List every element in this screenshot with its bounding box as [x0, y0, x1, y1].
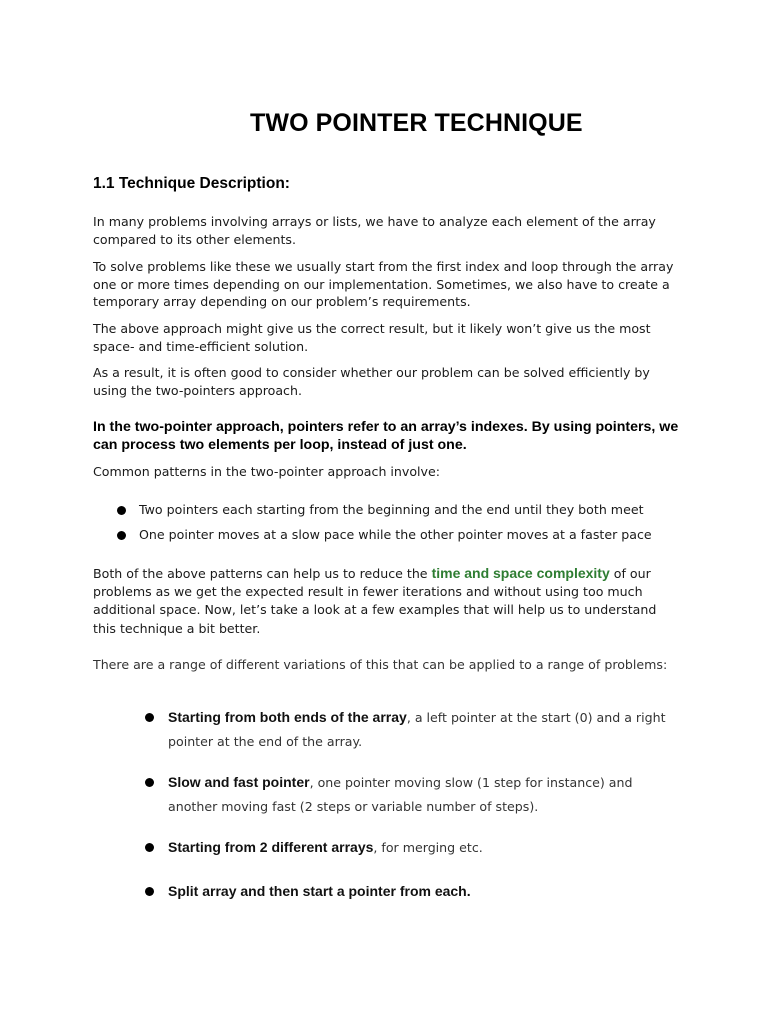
variation-title: Starting from both ends of the array [168, 709, 407, 725]
paragraph-1: In many problems involving arrays or lists, we have to analyze each element of the array compared to its other elements. [93, 214, 656, 247]
bullet-icon [145, 713, 154, 722]
complexity-text-before: Both of the above patterns can help us to reduce the [93, 566, 432, 581]
patterns-intro: Common patterns in the two-pointer approach involve: [93, 464, 441, 479]
bullet-icon [145, 887, 154, 896]
variation-description: , a left pointer at the start (0) and a right pointer at the end of the array. [168, 710, 666, 749]
variation-description: , one pointer moving slow (1 step for instance) and another moving fast (2 steps or variable number of steps). [168, 775, 633, 814]
bullet-icon [145, 843, 154, 852]
variations-intro: There are a range of different variations of this that can be applied to a range of problems: [93, 657, 668, 672]
complexity-highlight: time and space complexity [431, 565, 610, 581]
pattern-text: One pointer moves at a slow pace while the other pointer moves at a faster pace [139, 527, 652, 542]
complexity-text-after: of our problems as we get the expected result in fewer iterations and without using too much additional space. Now, let’s take a look at a few examples that will help us to understand this technique a bit better. [93, 566, 657, 636]
variation-list-item [145, 770, 685, 818]
document-title: TWO POINTER TECHNIQUE [250, 109, 583, 137]
variation-list-item [145, 879, 685, 903]
bold-statement: In the two-pointer approach, pointers refer to an array’s indexes. By using pointers, we can process two elements per loop, instead of just one. [93, 419, 679, 453]
variation-list-item [145, 705, 685, 753]
variation-title: Split array and then start a pointer from each. [168, 883, 471, 899]
bullet-icon [117, 506, 126, 515]
pattern-list-item [114, 526, 714, 544]
variation-list-item [145, 835, 685, 859]
section-heading-label: 1.1 Technique Description [93, 175, 285, 192]
bullet-icon [145, 778, 154, 787]
variation-description: , for merging etc. [373, 840, 483, 855]
variation-title: Slow and fast pointer [168, 774, 310, 790]
pattern-list-item [114, 501, 714, 519]
paragraph-4: As a result, it is often good to consider whether our problem can be solved efficiently by using the two-pointers approach. [93, 365, 650, 398]
bullet-icon [117, 531, 126, 540]
variation-title: Starting from 2 different arrays [168, 839, 374, 855]
paragraph-3: The above approach might give us the correct result, but it likely won’t give us the most space- and time-efficient solution. [93, 321, 651, 354]
complexity-paragraph [93, 564, 683, 638]
section-heading-colon: : [284, 175, 290, 192]
section-heading [93, 175, 290, 193]
paragraph-2: To solve problems like these we usually start from the first index and loop through the array one or more times depending on our implementation. Sometimes, we also have to create a temporary array depending on our problem’s requirements. [93, 259, 674, 309]
pattern-text: Two pointers each starting from the beginning and the end until they both meet [139, 502, 644, 517]
